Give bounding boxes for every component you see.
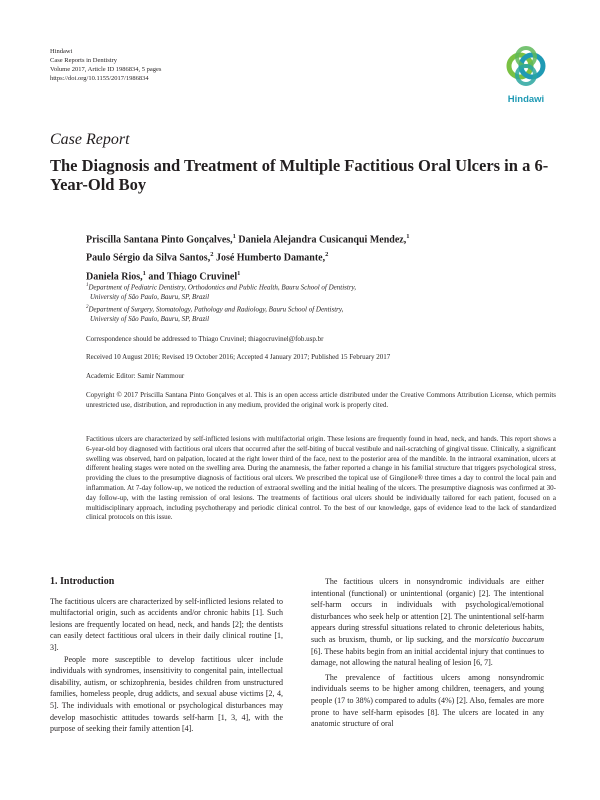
hindawi-logo-text: Hindawi xyxy=(507,94,545,105)
author-list xyxy=(86,229,526,284)
affiliation-mark: 2 xyxy=(86,304,89,310)
affiliation-mark: 1 xyxy=(86,283,89,288)
affiliation-list xyxy=(86,281,526,325)
abstract-text: Factitious ulcers are characterized by self-inflicted lesions with multifactorial origin. These lesions are frequently found in head, neck, and hands. This report shows a 6-year-old boy diagnosed with factitious oral ulcers that occurred after the self-biting of buccal vestibule and nail-scratching of gingival tissue. Clinically, a significant swelling was observed, hard on palpation, located at the right lower third of the face, next to the posterior area of the mandible. In the intraoral examination, ulcers at different healing stages were noted on the swelling area. During the anamnesis, the father reported a change in his familial structure that triggers psychological stress, providing the clues to the presumptive diagnosis of factitious oral ulcers. We prescribed the topical use of Gingilone® three times a day to control the local pain and inflammation. At 7-day follow-up, we noticed the reduction of extraoral swelling and the initial healing of the ulcers. The presumptive diagnosis was confirmed at 30-day follow-up, with the lasting remission of oral lesions. The treatments of factitious oral ulcers should be individually tailored for each patient, focused on a multidisciplinary approach, including psychotherapy and periodic clinical control. To the best of our knowledge, gaps of evidence lead to the lack of standardized clinical protocols on this issue. xyxy=(86,435,556,522)
paragraph-text: The factitious ulcers in nonsyndromic individuals are either intentional (functional) or unintentional (organic) [2]. The intentional self-harm occurs in individuals with psychological/emotional disturbances who seek help or attention [2]. The unintentional self-harm appears during stressful situations related to chronic deleterious habits, such as bruxism, thumb, or lip sucking, and the xyxy=(311,577,544,644)
author-name: Priscilla Santana Pinto Gonçalves, xyxy=(86,234,233,246)
right-column xyxy=(311,576,544,730)
article-title: The Diagnosis and Treatment of Multiple Factitious Oral Ulcers in a 6-Year-Old Boy xyxy=(50,156,549,194)
paragraph xyxy=(311,576,544,669)
affiliation-line: Department of Surgery, Stomatology, Pathology and Radiology, Bauru School of Dentistry, xyxy=(88,305,344,314)
academic-editor: Academic Editor: Samir Nammour xyxy=(86,372,185,380)
author-affil-mark: 2 xyxy=(210,251,214,259)
publisher-name: Hindawi xyxy=(50,48,73,55)
affiliation-line: University of São Paulo, Bauru, SP, Brazil xyxy=(90,315,210,324)
paragraph: The factitious ulcers are characterized by self-inflicted lesions related to multifactorial origin, such as accidents and/or chronic habits [1]. Such lesions are frequently located on head, neck, and hands [2]; the dentists can easily detect factitious oral ulcers in their daily clinical routine [1, 3]. xyxy=(50,596,283,652)
author-affil-mark: 1 xyxy=(232,233,236,240)
author-affil-mark: 1 xyxy=(406,233,410,240)
dates-line: Received 10 August 2016; Revised 19 October 2016; Accepted 4 January 2017; Published 15 February 2017 xyxy=(86,353,391,361)
hindawi-logo-icon xyxy=(496,46,556,94)
author-affil-mark: 2 xyxy=(325,251,329,259)
author-name: Daniela Rios, xyxy=(86,270,143,282)
article-type: Case Report xyxy=(50,131,130,148)
journal-name: Case Reports in Dentistry xyxy=(50,57,117,64)
author-affil-mark: 1 xyxy=(142,269,146,277)
affiliation-line: Department of Pediatric Dentistry, Orthodontics and Public Health, Bauru School of Dentistry, xyxy=(88,283,357,292)
paragraph: The prevalence of factitious ulcers among nonsyndromic individuals seems to be higher among children, teenagers, and young people (17 to 38%) compared to adults (4%) [2]. Also, females are more prone to have self-harm episodes [8]. The ulcers are located in any anatomic structure of oral xyxy=(311,672,544,729)
correspondence-line: Correspondence should be addressed to Thiago Cruvinel; thiagocruvinel@fob.usp.br xyxy=(86,335,324,343)
doi-link[interactable]: https://doi.org/10.1155/2017/1986834 xyxy=(50,75,149,82)
copyright-notice: Copyright © 2017 Priscilla Santana Pinto Gonçalves et al. This is an open access article distributed under the Creative Commons Attribution License, which permits unrestricted use, distribution, and reproduction in any medium, provided the original work is properly cited. xyxy=(86,391,556,409)
paragraph-text: [6]. These habits begin from an initial accidental injury that continues to damage, not allowing the natural healing of lesion [6, 7]. xyxy=(311,646,544,668)
hindawi-logo xyxy=(496,46,556,106)
author-name: Daniela Alejandra Cusicanqui Mendez, xyxy=(238,234,407,246)
affiliation-item xyxy=(86,281,526,303)
author-name: and Thiago Cruvinel xyxy=(148,270,238,282)
affiliation-item xyxy=(86,303,526,325)
affiliation-line: University of São Paulo, Bauru, SP, Brazil xyxy=(90,293,210,302)
author-name: Paulo Sérgio da Silva Santos, xyxy=(86,252,211,264)
journal-header xyxy=(50,47,161,83)
section-title: 1. Introduction xyxy=(50,576,115,587)
author-name: José Humberto Damante, xyxy=(215,252,326,264)
author-affil-mark: 1 xyxy=(237,269,241,277)
emphasis-term: morsicatio buccarum xyxy=(474,634,544,644)
left-column xyxy=(50,576,283,735)
volume-info: Volume 2017, Article ID 1986834, 5 pages xyxy=(50,66,162,73)
paragraph: People more susceptible to develop factitious ulcer include individuals with syndromes, insensitivity to congenital pain, intellectual disability, autism, or schizophrenia, besides children from unstructured families, homeless people, drug addicts, and sexual abuse victims [2, 4, 5]. The individuals with emotional or psychological disturbances may develop masochistic attitudes towards self-harm [1, 3, 4], with the purpose of seeking their family attention [4]. xyxy=(50,654,283,734)
